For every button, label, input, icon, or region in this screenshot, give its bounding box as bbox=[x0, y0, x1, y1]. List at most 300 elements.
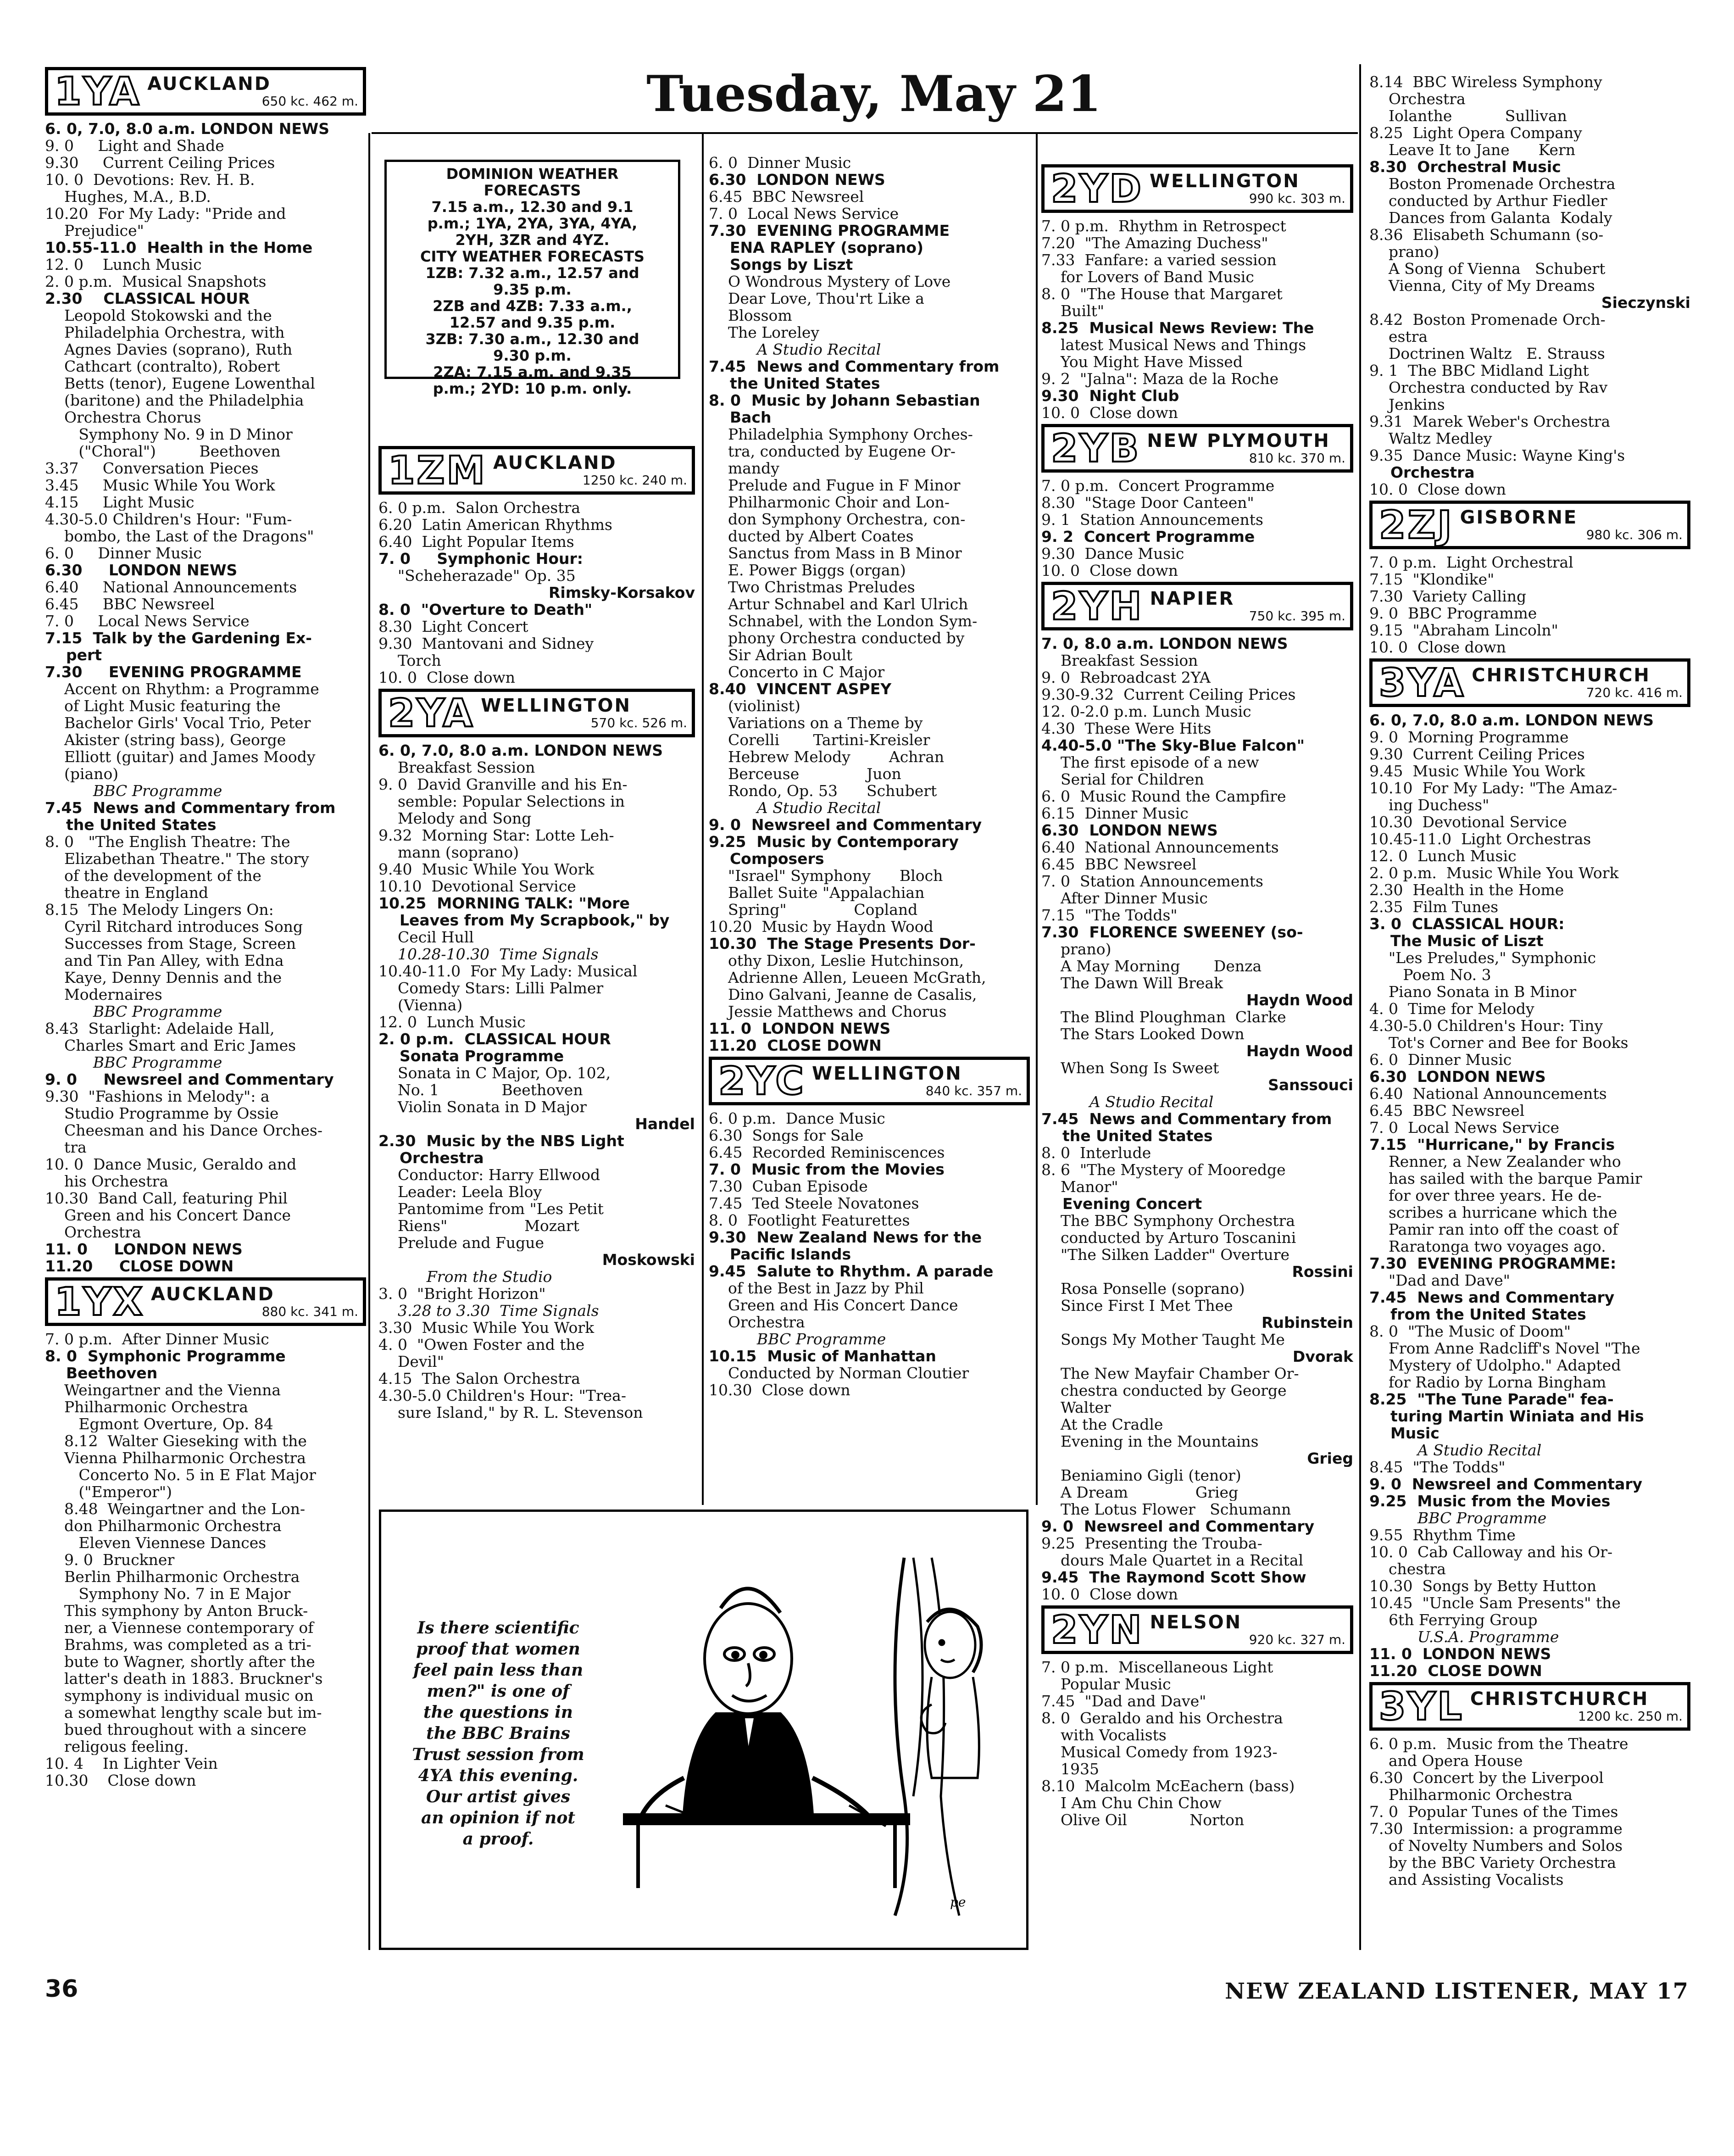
programme-line: Eleven Viennese Dances bbox=[45, 1534, 267, 1551]
programme-line: 6.15 Dinner Music bbox=[1041, 805, 1189, 822]
programme-line: 9.25 Presenting the Trouba- bbox=[1041, 1535, 1262, 1552]
programme-line: 9.15 "Abraham Lincoln" bbox=[1369, 622, 1558, 639]
programme-line: Comedy Stars: Lilli Palmer bbox=[378, 980, 604, 997]
station-frequency: 720 kc. 416 m. bbox=[1586, 685, 1683, 700]
programme-line: 8.10 Malcolm McEachern (bass) bbox=[1041, 1777, 1295, 1794]
programme-line: 3.28 to 3.30 Time Signals bbox=[378, 1302, 599, 1319]
station-city: WELLINGTON bbox=[1150, 171, 1300, 192]
station-frequency: 650 kc. 462 m. bbox=[261, 94, 358, 109]
programme-line: Sieczynski bbox=[1601, 294, 1690, 311]
programme-line: 6.40 National Announcements bbox=[1041, 839, 1279, 856]
programme-line: 8.14 BBC Wireless Symphony bbox=[1369, 73, 1602, 90]
programme-line: Prejudice" bbox=[45, 222, 144, 239]
programme-line: conducted by Arthur Fiedler bbox=[1369, 192, 1607, 209]
programme-line: 10.30 Band Call, featuring Phil bbox=[45, 1190, 288, 1207]
programme-line: 10.30 Songs by Betty Hutton bbox=[1369, 1577, 1597, 1594]
programme-line: 10.45-11.0 Light Orchestras bbox=[1369, 830, 1591, 847]
programme-line: Orchestra bbox=[709, 1314, 805, 1331]
weather-line: 9.30 p.m. bbox=[493, 347, 572, 364]
programme-line: 10.30 Close down bbox=[45, 1772, 196, 1789]
programme-line: Prelude and Fugue in F Minor bbox=[709, 477, 961, 494]
programme-line: Elliott (guitar) and James Moody bbox=[45, 748, 316, 765]
station-callsign: 3YA bbox=[1379, 660, 1466, 705]
station-header bbox=[45, 67, 366, 116]
programme-line: 10.15 Music of Manhattan bbox=[709, 1348, 936, 1365]
programme-line: Green and His Concert Dance bbox=[709, 1297, 958, 1314]
programme-line: Adrienne Allen, Leueen McGrath, bbox=[709, 969, 986, 986]
station-callsign: 1YX bbox=[55, 1279, 145, 1324]
caption-line: Is there scientific bbox=[417, 1618, 579, 1638]
programme-line: Leave It to Jane Kern bbox=[1369, 141, 1576, 158]
programme-line: 8. 0 Footlight Featurettes bbox=[709, 1212, 910, 1229]
station-info bbox=[1150, 585, 1350, 627]
programme-line: 9.30 "Fashions in Melody": a bbox=[45, 1088, 270, 1105]
programme-line: latest Musical News and Things bbox=[1041, 336, 1306, 353]
programme-line: 10. 0 Close down bbox=[378, 669, 516, 686]
programme-line: 8.42 Boston Promenade Orch- bbox=[1369, 311, 1606, 328]
programme-line: of Novelty Numbers and Solos bbox=[1369, 1837, 1623, 1854]
programme-line: 7.45 News and Commentary from bbox=[45, 799, 336, 816]
programme-line: 8. 0 "Overture to Death" bbox=[378, 601, 593, 618]
programme-line: Dear Love, Thou'rt Like a bbox=[709, 290, 924, 307]
cartoon-woman bbox=[895, 1558, 981, 1916]
programme-line: Modernaires bbox=[45, 986, 162, 1003]
programme-line: Philadelphia Orchestra, with bbox=[45, 324, 285, 341]
programme-line: Concerto in C Major bbox=[709, 663, 885, 680]
programme-line: 4. 0 Time for Melody bbox=[1369, 1000, 1534, 1017]
programme-line: A Studio Recital bbox=[709, 799, 881, 816]
programme-line: 8.45 "The Todds" bbox=[1369, 1459, 1506, 1476]
station-info bbox=[1150, 1609, 1350, 1651]
programme-line: Orchestra conducted by Rav bbox=[1369, 379, 1608, 396]
programme-line: 7.15 "Hurricane," by Francis bbox=[1369, 1136, 1615, 1153]
programme-line: 9.55 Rhythm Time bbox=[1369, 1526, 1516, 1543]
programme-line: the United States bbox=[45, 816, 217, 833]
programme-line: 11. 0 LONDON NEWS bbox=[1369, 1645, 1551, 1662]
programme-line: Ballet Suite "Appalachian bbox=[709, 884, 925, 901]
programme-line: After Dinner Music bbox=[1041, 890, 1208, 907]
programme-line: The BBC Symphony Orchestra bbox=[1041, 1212, 1295, 1229]
programme-line: Charles Smart and Eric James bbox=[45, 1037, 296, 1054]
programme-line: 6. 0 Dinner Music bbox=[1369, 1051, 1512, 1068]
station-frequency: 920 kc. 327 m. bbox=[1249, 1632, 1345, 1647]
programme-line: 9.30 Night Club bbox=[1041, 387, 1179, 404]
programme-line: 2. 0 p.m. Musical Snapshots bbox=[45, 273, 267, 290]
programme-line: Vienna, City of My Dreams bbox=[1369, 277, 1595, 294]
station-callsign: 2YB bbox=[1051, 426, 1141, 471]
programme-line: 6. 0 p.m. Salon Orchestra bbox=[378, 499, 581, 516]
programme-line: Songs My Mother Taught Me bbox=[1041, 1331, 1285, 1348]
programme-line: prano) bbox=[1041, 941, 1112, 958]
programme-line: Waltz Medley bbox=[1369, 430, 1492, 447]
programme-line: 6.45 Recorded Reminiscences bbox=[709, 1144, 945, 1161]
caption-line: proof that women bbox=[416, 1639, 580, 1659]
programme-line: 7.30 EVENING PROGRAMME bbox=[709, 222, 950, 239]
programme-line: the United States bbox=[709, 375, 880, 392]
weather-line: p.m.; 1YA, 2YA, 3YA, 4YA, bbox=[427, 215, 638, 232]
programme-line: his Orchestra bbox=[45, 1173, 168, 1190]
programme-line: 2. 0 p.m. CLASSICAL HOUR bbox=[378, 1031, 611, 1047]
programme-line: 7. 0 Local News Service bbox=[1369, 1119, 1560, 1136]
programme-line: Artur Schnabel and Karl Ulrich bbox=[709, 596, 968, 613]
weather-line: 2ZA: 7.15 a.m. and 9.35 bbox=[433, 364, 632, 380]
programme-line: 8.25 "The Tune Parade" fea- bbox=[1369, 1391, 1614, 1408]
programme-line: Leader: Leela Bloy bbox=[378, 1183, 542, 1200]
programme-line: 7.30 Variety Calling bbox=[1369, 588, 1527, 605]
programme-line: Symphony No. 7 in E Major bbox=[45, 1585, 291, 1602]
programme-line: The first episode of a new bbox=[1041, 754, 1259, 771]
programme-line: The Dawn Will Break bbox=[1041, 975, 1223, 992]
programme-line: 7.45 Ted Steele Novatones bbox=[709, 1195, 919, 1212]
station-info bbox=[1150, 167, 1350, 210]
programme-line: 9.25 Music by Contemporary bbox=[709, 833, 959, 850]
programme-line: 9. 1 Station Announcements bbox=[1041, 511, 1263, 528]
station-callsign: 2YH bbox=[1051, 584, 1144, 629]
station-city: WELLINGTON bbox=[481, 695, 631, 716]
station-info bbox=[812, 1060, 1027, 1102]
programme-line: A Dream Grieg bbox=[1041, 1484, 1239, 1501]
programme-line: BBC Programme bbox=[45, 1054, 222, 1071]
programme-line: Evening in the Mountains bbox=[1041, 1433, 1259, 1450]
programme-line: Philadelphia Symphony Orches- bbox=[709, 426, 973, 443]
weather-line: 2YH, 3ZR and 4YZ. bbox=[455, 232, 610, 248]
programme-line: Two Christmas Preludes bbox=[709, 579, 915, 596]
programme-line: Blossom bbox=[709, 307, 792, 324]
programme-line: Rubinstein bbox=[1262, 1314, 1353, 1331]
programme-line: 8.15 The Melody Lingers On: bbox=[45, 901, 274, 918]
programme-line: Orchestra bbox=[45, 1224, 141, 1241]
programme-line: 6.30 Songs for Sale bbox=[709, 1127, 864, 1144]
programme-line: Grieg bbox=[1307, 1450, 1353, 1467]
programme-line: Sanctus from Mass in B Minor bbox=[709, 545, 962, 562]
station-header bbox=[1041, 582, 1353, 630]
programme-line: 2.30 CLASSICAL HOUR bbox=[45, 290, 250, 307]
programme-line: Riens" Mozart bbox=[378, 1217, 579, 1234]
programme-line: 10. 0 Cab Calloway and his Or- bbox=[1369, 1543, 1613, 1560]
programme-line: from the United States bbox=[1369, 1306, 1586, 1323]
column-2 bbox=[378, 443, 695, 1421]
programme-line: Orchestra bbox=[378, 1149, 484, 1166]
programme-line: 10.30 The Stage Presents Dor- bbox=[709, 935, 976, 952]
station-city: AUCKLAND bbox=[151, 1284, 275, 1305]
station-header bbox=[378, 689, 695, 737]
cartoon-caption bbox=[400, 1617, 597, 1850]
programme-line: Conductor: Harry Ellwood bbox=[378, 1166, 600, 1183]
station-city: CHRISTCHURCH bbox=[1472, 665, 1651, 686]
programme-line: Sonata Programme bbox=[378, 1047, 564, 1064]
programme-line: 8. 0 Music by Johann Sebastian bbox=[709, 392, 980, 409]
programme-line: Cyril Ritchard introduces Song bbox=[45, 918, 303, 935]
programme-line: Orchestra Chorus bbox=[45, 409, 201, 426]
programme-line: 8. 6 "The Mystery of Mooredge bbox=[1041, 1161, 1286, 1178]
programme-line: No. 1 Beethoven bbox=[378, 1081, 583, 1098]
caption-line: the BBC Brains bbox=[426, 1724, 570, 1743]
programme-line: 11. 0 LONDON NEWS bbox=[709, 1020, 891, 1037]
programme-line: 3. 0 CLASSICAL HOUR: bbox=[1369, 915, 1565, 932]
weather-line: 3ZB: 7.30 a.m., 12.30 and bbox=[425, 331, 639, 347]
programme-line: ("Choral") Beethoven bbox=[45, 443, 281, 460]
programme-line: and Assisting Vocalists bbox=[1369, 1871, 1564, 1888]
programme-line: 6. 0, 7.0, 8.0 a.m. LONDON NEWS bbox=[45, 120, 330, 137]
programme-line: the United States bbox=[1041, 1127, 1213, 1144]
programme-line: Orchestra bbox=[1369, 90, 1466, 107]
programme-line: 7.45 News and Commentary from bbox=[709, 358, 1000, 375]
programme-line: 6.40 Light Popular Items bbox=[378, 533, 574, 550]
programme-line: 10. 0 Dance Music, Geraldo and bbox=[45, 1156, 297, 1173]
programme-line: 9. 2 Concert Programme bbox=[1041, 528, 1255, 545]
programme-line: othy Dixon, Leslie Hutchinson, bbox=[709, 952, 964, 969]
weather-line: 9.35 p.m. bbox=[493, 281, 572, 298]
programme-line: religous feeling. bbox=[45, 1738, 189, 1755]
programme-line: Beniamino Gigli (tenor) bbox=[1041, 1467, 1241, 1484]
weather-line: DOMINION WEATHER bbox=[446, 166, 619, 182]
programme-line: 9.45 Salute to Rhythm. A parade bbox=[709, 1263, 994, 1280]
programme-line: "The Silken Ladder" Overture bbox=[1041, 1246, 1290, 1263]
programme-line: 6.30 Concert by the Liverpool bbox=[1369, 1769, 1604, 1786]
programme-line: 12. 0 Lunch Music bbox=[45, 256, 202, 273]
programme-line: "Dad and Dave" bbox=[1369, 1272, 1510, 1289]
programme-line: of the development of the bbox=[45, 867, 261, 884]
programme-line: Rimsky-Korsakov bbox=[549, 584, 695, 601]
station-header bbox=[378, 446, 695, 495]
programme-line: 4.15 Light Music bbox=[45, 494, 195, 511]
caption-line: 4YA this evening. bbox=[418, 1766, 578, 1785]
programme-line: Violin Sonata in D Major bbox=[378, 1098, 587, 1115]
programme-line: Breakfast Session bbox=[378, 759, 535, 776]
programme-line: ducted by Albert Coates bbox=[709, 528, 914, 545]
column-3 bbox=[709, 154, 1030, 1398]
programme-line: 6. 0 Dinner Music bbox=[45, 545, 202, 562]
programme-line: Cheesman and his Dance Orches- bbox=[45, 1122, 323, 1139]
caption-line: a proof. bbox=[462, 1829, 534, 1849]
programme-line: Moskowski bbox=[602, 1251, 695, 1268]
programme-line: Songs by Liszt bbox=[709, 256, 853, 273]
programme-line: and Tin Pan Alley, with Edna bbox=[45, 952, 284, 969]
programme-line: 2.35 Film Tunes bbox=[1369, 898, 1499, 915]
programme-line: Beethoven bbox=[45, 1365, 158, 1382]
station-callsign: 2YD bbox=[1051, 166, 1143, 211]
programme-line: Bach bbox=[709, 409, 772, 426]
programme-line: 10.45 "Uncle Sam Presents" the bbox=[1369, 1594, 1621, 1611]
programme-line: has sailed with the barque Pamir bbox=[1369, 1170, 1642, 1187]
programme-line: 10.25 MORNING TALK: "More bbox=[378, 895, 630, 912]
station-city: CHRISTCHURCH bbox=[1470, 1688, 1649, 1710]
programme-line: 9. 1 The BBC Midland Light bbox=[1369, 362, 1589, 379]
programme-line: 2.30 Music by the NBS Light bbox=[378, 1132, 624, 1149]
programme-line: of Light Music featuring the bbox=[45, 697, 281, 714]
programme-line: This symphony by Anton Bruck- bbox=[45, 1602, 308, 1619]
programme-line: 9. 0 Newsreel and Commentary bbox=[1369, 1476, 1643, 1493]
programme-line: 3.45 Music While You Work bbox=[45, 477, 275, 494]
programme-line: 8. 0 Geraldo and his Orchestra bbox=[1041, 1710, 1283, 1727]
station-header bbox=[45, 1277, 366, 1326]
column-rule bbox=[702, 133, 704, 1505]
programme-line: 8.30 "Stage Door Canteen" bbox=[1041, 494, 1254, 511]
station-callsign: 2ZJ bbox=[1379, 502, 1454, 547]
programme-line: Corelli Tartini-Kreisler bbox=[709, 731, 930, 748]
programme-line: 9. 0 Newsreel and Commentary bbox=[709, 816, 982, 833]
station-city: GISBORNE bbox=[1460, 507, 1578, 528]
programme-line: 9. 2 "Jalna": Maza de la Roche bbox=[1041, 370, 1279, 387]
programme-line: 6.45 BBC Newsreel bbox=[45, 596, 215, 613]
programme-line: don Symphony Orchestra, con- bbox=[709, 511, 966, 528]
programme-line: Serial for Children bbox=[1041, 771, 1204, 788]
programme-line: 9.35 Dance Music: Wayne King's bbox=[1369, 447, 1625, 464]
programme-line: Philharmonic Orchestra bbox=[45, 1398, 248, 1415]
programme-line: 9.25 Music from the Movies bbox=[1369, 1493, 1611, 1510]
programme-line: Popular Music bbox=[1041, 1676, 1171, 1693]
programme-line: tra, conducted by Eugene Or- bbox=[709, 443, 956, 460]
programme-line: 12. 0-2.0 p.m. Lunch Music bbox=[1041, 703, 1251, 720]
station-callsign: 2YN bbox=[1051, 1607, 1144, 1652]
station-info bbox=[493, 449, 692, 491]
programme-line: Composers bbox=[709, 850, 824, 867]
station-frequency: 750 kc. 395 m. bbox=[1249, 608, 1345, 624]
cartoon-illustration bbox=[611, 1539, 1014, 1929]
programme-line: Variations on a Theme by bbox=[709, 714, 923, 731]
programme-line: At the Cradle bbox=[1041, 1416, 1163, 1433]
programme-line: 10. 0 Close down bbox=[1041, 404, 1178, 421]
programme-line: Vienna Philharmonic Orchestra bbox=[45, 1449, 306, 1466]
programme-line: don Philharmonic Orchestra bbox=[45, 1517, 282, 1534]
programme-line: 8.25 Light Opera Company bbox=[1369, 124, 1582, 141]
programme-line: 6. 0 Music Round the Campfire bbox=[1041, 788, 1286, 805]
programme-line: for Radio by Lorna Bingham bbox=[1369, 1374, 1606, 1391]
programme-line: 4.30-5.0 Children's Hour: Tiny bbox=[1369, 1017, 1603, 1034]
programme-line: Hebrew Melody Achran bbox=[709, 748, 945, 765]
station-info bbox=[1470, 1685, 1687, 1727]
programme-line: 4.40-5.0 "The Sky-Blue Falcon" bbox=[1041, 737, 1305, 754]
programme-line: 7. 0, 8.0 a.m. LONDON NEWS bbox=[1041, 635, 1288, 652]
programme-line: 6.45 BBC Newsreel bbox=[1041, 856, 1197, 873]
programme-line: 4.30-5.0 Children's Hour: "Fum- bbox=[45, 511, 292, 528]
station-city: AUCKLAND bbox=[147, 73, 271, 95]
programme-line: 9.30 Dance Music bbox=[1041, 545, 1184, 562]
station-info bbox=[147, 70, 363, 112]
programme-line: Musical Comedy from 1923- bbox=[1041, 1744, 1278, 1760]
station-frequency: 990 kc. 303 m. bbox=[1249, 191, 1345, 206]
programme-line: 4.30-5.0 Children's Hour: "Trea- bbox=[378, 1387, 626, 1404]
programme-line: Egmont Overture, Op. 84 bbox=[45, 1415, 273, 1432]
programme-line: 9. 0 Morning Programme bbox=[1369, 729, 1569, 746]
programme-line: Melody and Song bbox=[378, 810, 532, 827]
programme-line: Bachelor Girls' Vocal Trio, Peter bbox=[45, 714, 311, 731]
programme-line: 8.36 Elisabeth Schumann (so- bbox=[1369, 226, 1604, 243]
programme-line: 7.30 FLORENCE SWEENEY (so- bbox=[1041, 924, 1303, 941]
programme-line: 7.20 "The Amazing Duchess" bbox=[1041, 234, 1268, 251]
programme-line: Boston Promenade Orchestra bbox=[1369, 175, 1616, 192]
programme-line: Spring" Copland bbox=[709, 901, 918, 918]
programme-line: U.S.A. Programme bbox=[1369, 1628, 1559, 1645]
programme-line: Piano Sonata in B Minor bbox=[1369, 983, 1577, 1000]
programme-line: Renner, a New Zealander who bbox=[1369, 1153, 1621, 1170]
programme-line: When Song Is Sweet bbox=[1041, 1059, 1219, 1076]
programme-line: BBC Programme bbox=[45, 1003, 222, 1020]
programme-line: 10.20 Music by Haydn Wood bbox=[709, 918, 934, 935]
programme-line: Leopold Stokowski and the bbox=[45, 307, 272, 324]
weather-line: 1ZB: 7.32 a.m., 12.57 and bbox=[425, 265, 639, 281]
programme-line: You Might Have Missed bbox=[1041, 353, 1243, 370]
programme-line: conducted by Arturo Toscanini bbox=[1041, 1229, 1296, 1246]
programme-line: A Studio Recital bbox=[1369, 1442, 1542, 1459]
station-info bbox=[481, 692, 692, 734]
page-number: 36 bbox=[45, 1975, 78, 2003]
programme-line: Torch bbox=[378, 652, 441, 669]
programme-line: 10.30 Devotional Service bbox=[1369, 813, 1567, 830]
programme-line: Studio Programme by Ossie bbox=[45, 1105, 279, 1122]
programme-line: 6th Ferrying Group bbox=[1369, 1611, 1538, 1628]
programme-line: A Song of Vienna Schubert bbox=[1369, 260, 1606, 277]
programme-line: of the Best in Jazz by Phil bbox=[709, 1280, 924, 1297]
programme-line: From Anne Radcliff's Novel "The bbox=[1369, 1340, 1640, 1357]
programme-line: 9.32 Morning Star: Lotte Leh- bbox=[378, 827, 614, 844]
programme-line: Haydn Wood bbox=[1246, 1042, 1353, 1059]
programme-line: 7.15 "Klondike" bbox=[1369, 571, 1495, 588]
programme-line: Sonata in C Major, Op. 102, bbox=[378, 1064, 611, 1081]
programme-line: BBC Programme bbox=[709, 1331, 886, 1348]
programme-line: 3.37 Conversation Pieces bbox=[45, 460, 259, 477]
programme-line: 7. 0 Local News Service bbox=[45, 613, 250, 630]
programme-line: (violinist) bbox=[709, 697, 800, 714]
caption-line: feel pain less than bbox=[413, 1660, 584, 1680]
programme-line: 10.28-10.30 Time Signals bbox=[378, 946, 599, 963]
caption-line: Trust session from bbox=[412, 1745, 584, 1764]
programme-line: 12. 0 Lunch Music bbox=[378, 1014, 526, 1031]
station-header bbox=[1041, 1605, 1353, 1654]
programme-line: 7.30 Cuban Episode bbox=[709, 1178, 868, 1195]
programme-line: prano) bbox=[1369, 243, 1439, 260]
station-city: AUCKLAND bbox=[493, 452, 617, 474]
programme-line: ("Emperor") bbox=[45, 1483, 172, 1500]
programme-line: ing Duchess" bbox=[1369, 797, 1489, 813]
programme-line: Conducted by Norman Cloutier bbox=[709, 1365, 969, 1382]
programme-line: Elizabethan Theatre." The story bbox=[45, 850, 309, 867]
programme-line: The Lotus Flower Schumann bbox=[1041, 1501, 1291, 1518]
programme-line: E. Power Biggs (organ) bbox=[709, 562, 906, 579]
programme-line: Philharmonic Choir and Lon- bbox=[709, 494, 950, 511]
footer-masthead: NEW ZEALAND LISTENER, MAY 17 bbox=[1225, 1978, 1689, 2004]
programme-line: 8. 0 "The English Theatre: The bbox=[45, 833, 290, 850]
programme-line: Cathcart (contralto), Robert bbox=[45, 358, 280, 375]
weather-forecast-box bbox=[384, 160, 680, 397]
programme-line: A Studio Recital bbox=[709, 341, 881, 358]
programme-line: Dvorak bbox=[1292, 1348, 1353, 1365]
programme-line: 10. 4 In Lighter Vein bbox=[45, 1755, 218, 1772]
programme-line: for over three years. He de- bbox=[1369, 1187, 1602, 1204]
column-1 bbox=[45, 64, 366, 1789]
station-frequency: 1250 kc. 240 m. bbox=[582, 473, 687, 488]
programme-line: 10.20 For My Lady: "Pride and bbox=[45, 205, 286, 222]
programme-line: phony Orchestra conducted by bbox=[709, 630, 965, 646]
programme-line: 1935 bbox=[1041, 1760, 1099, 1777]
programme-line: Pantomime from "Les Petit bbox=[378, 1200, 604, 1217]
programme-line: turing Martin Winiata and His bbox=[1369, 1408, 1644, 1425]
programme-line: 8. 0 "The House that Margaret bbox=[1041, 285, 1283, 302]
programme-line: 6. 0, 7.0, 8.0 a.m. LONDON NEWS bbox=[378, 742, 663, 759]
programme-line: Rosa Ponselle (soprano) bbox=[1041, 1280, 1245, 1297]
programme-line: Mystery of Udolpho." Adapted bbox=[1369, 1357, 1621, 1374]
programme-line: 10.10 Devotional Service bbox=[378, 878, 576, 895]
station-city: NAPIER bbox=[1150, 588, 1235, 609]
programme-line: theatre in England bbox=[45, 884, 209, 901]
programme-line: 7.30 EVENING PROGRAMME bbox=[45, 663, 302, 680]
programme-line: dours Male Quartet in a Recital bbox=[1041, 1552, 1304, 1569]
station-frequency: 570 kc. 526 m. bbox=[590, 715, 687, 730]
programme-line: 6.40 National Announcements bbox=[45, 579, 297, 596]
programme-line: 9. 0 Newsreel and Commentary bbox=[1041, 1518, 1315, 1535]
programme-line: The Stars Looked Down bbox=[1041, 1025, 1245, 1042]
programme-line: 7. 0 Symphonic Hour: bbox=[378, 550, 583, 567]
